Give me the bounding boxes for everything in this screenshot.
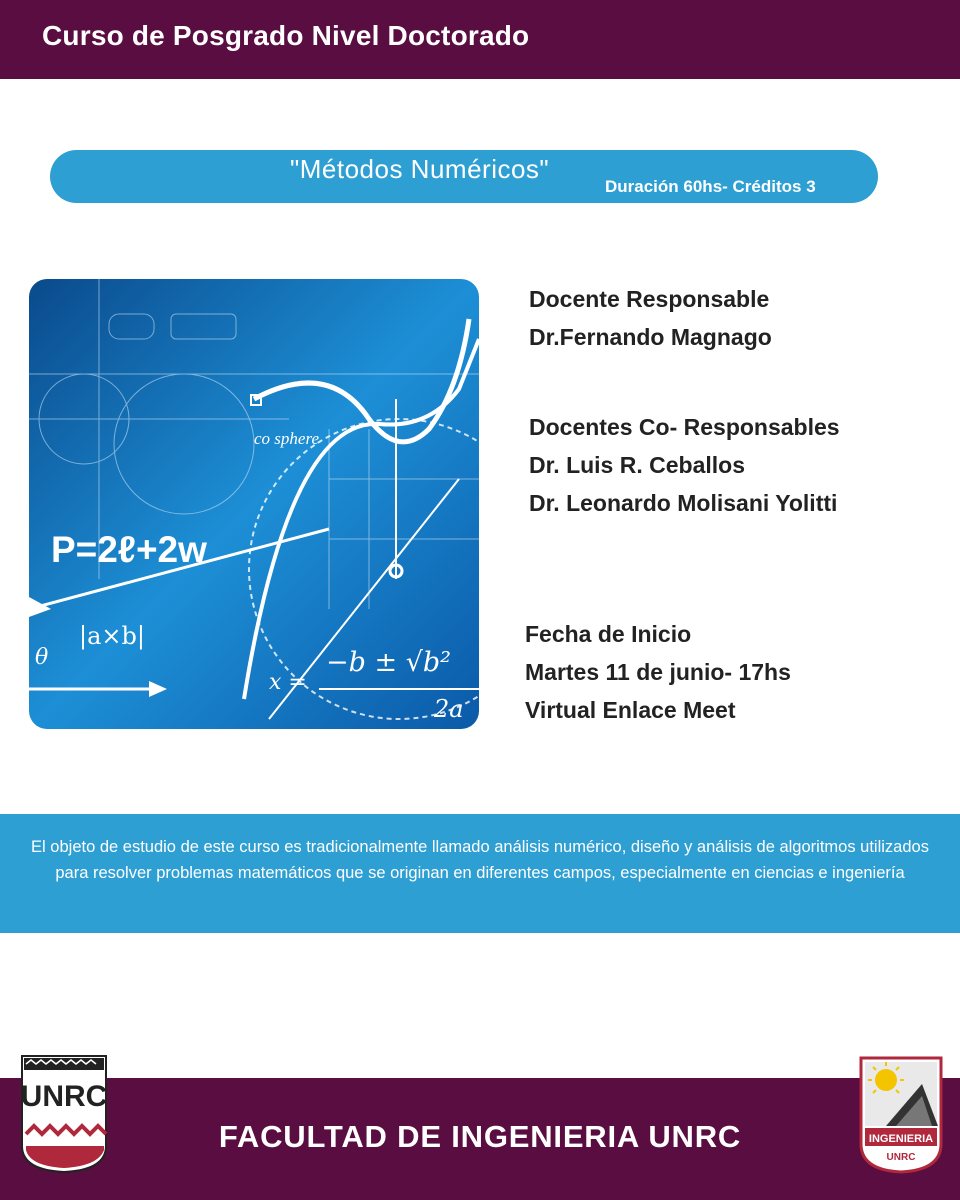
ingenieria-shield-icon	[858, 1056, 944, 1174]
ingenieria-logo-subtext: UNRC	[886, 1152, 916, 1163]
formula-abs: |a×b|	[79, 622, 145, 650]
math-illustration-svg	[29, 279, 479, 729]
codocentes-heading: Docentes Co- Responsables	[529, 414, 840, 440]
docente-name: Dr.Fernando Magnago	[529, 324, 772, 350]
label-theta: θ	[35, 645, 49, 670]
docente-heading: Docente Responsable	[529, 286, 770, 312]
formula-area: P=2ℓ+2w	[51, 529, 207, 570]
ingenieria-logo	[858, 1056, 944, 1174]
label-sphere: co sphere	[254, 429, 319, 448]
codocente-name-1: Dr. Luis R. Ceballos	[529, 452, 745, 478]
unrc-shield-icon	[18, 1054, 110, 1174]
math-illustration	[29, 279, 479, 729]
footer-faculty-name: FACULTAD DE INGENIERIA UNRC	[218, 1119, 742, 1154]
header-title: Curso de Posgrado Nivel Doctorado	[42, 20, 530, 51]
unrc-logo-text: UNRC	[20, 1080, 108, 1113]
formula-x: x =	[269, 670, 307, 695]
course-duration-credits: Duración 60hs- Créditos 3	[605, 177, 816, 196]
course-description: El objeto de estudio de este curso es tradicionalmente llamado análisis numérico, diseño y análisis de algoritmos utilizados para resolver problemas matemáticos que se originan en diferentes campos, especialmente en ciencias e ingeniería	[31, 838, 929, 882]
formula-denominator: 2a	[434, 695, 464, 723]
start-date-heading: Fecha de Inicio	[525, 621, 692, 647]
formula-quadratic: −b ± √b²	[326, 647, 452, 678]
codocente-name-2: Dr. Leonardo Molisani Yolitti	[529, 490, 838, 516]
unrc-logo	[18, 1054, 110, 1174]
meeting-mode: Virtual Enlace Meet	[525, 697, 736, 723]
ingenieria-logo-text: INGENIERIA	[868, 1133, 934, 1145]
course-name: "Métodos Numéricos"	[290, 154, 550, 184]
start-date-value: Martes 11 de junio- 17hs	[525, 659, 791, 685]
